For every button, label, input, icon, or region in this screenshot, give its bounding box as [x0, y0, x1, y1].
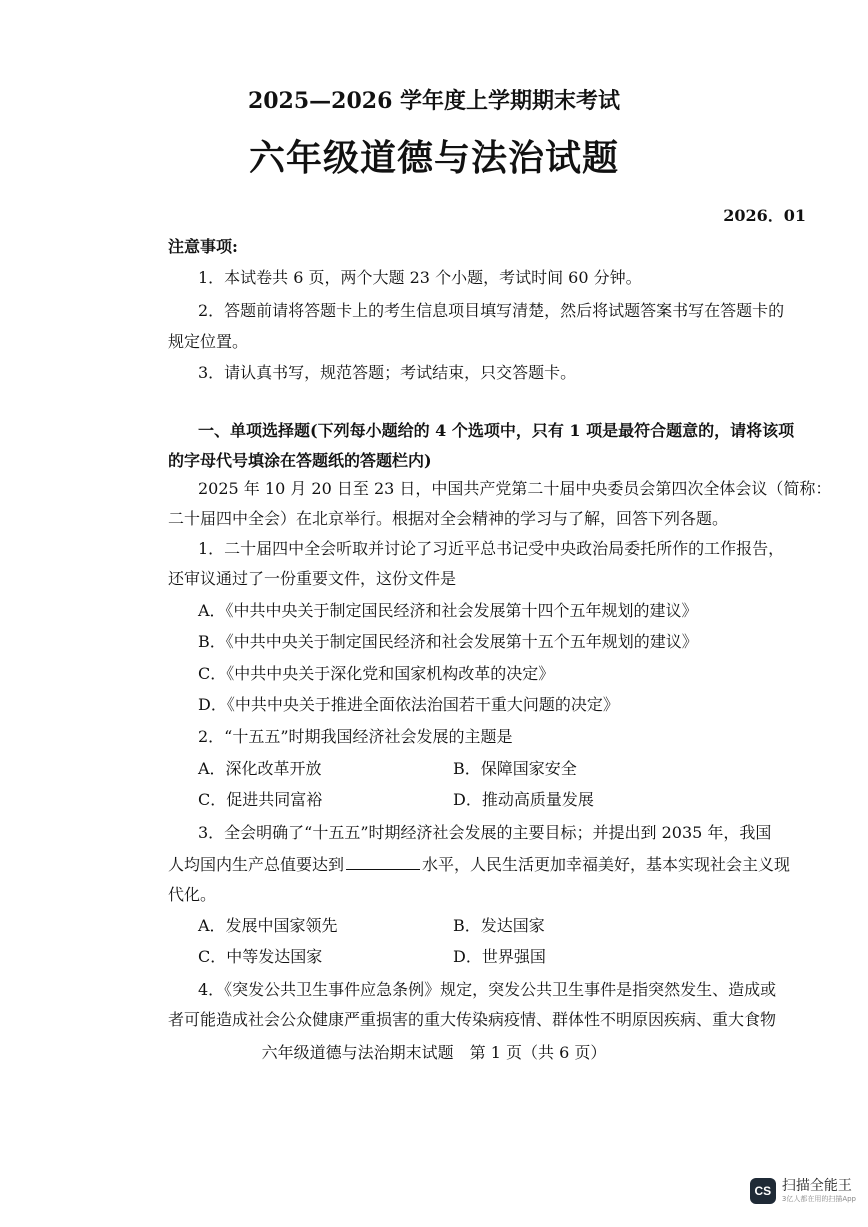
notes-item: 3．请认真书写，规范答题；考试结束，只交答题卡。 — [198, 363, 577, 382]
exam-title: 2025—2026 学年度上学期期末考试 — [247, 88, 621, 114]
section-heading: 的字母代号填涂在答题纸的答题栏内) — [168, 451, 432, 470]
option-d: D．世界强国 — [453, 947, 546, 966]
option-b: B．《中共中央关于制定国民经济和社会发展第十五个五年规划的建议》 — [198, 632, 698, 651]
watermark-name: 扫描全能王 — [781, 1178, 852, 1194]
watermark-text — [782, 1178, 856, 1204]
question-stem-part: 水平，人民生活更加幸福美好，基本实现社会主义现 — [422, 855, 791, 874]
question-stem-part: 人均国内生产总值要达到 — [168, 855, 345, 874]
option-a: A．深化改革开放 — [198, 759, 322, 778]
option-b: B．发达国家 — [453, 916, 545, 935]
notes-item: 1．本试卷共 6 页，两个大题 23 个小题，考试时间 60 分钟。 — [198, 268, 642, 287]
question-stem: 1．二十届四中全会听取并讨论了习近平总书记受中央政治局委托所作的工作报告， — [198, 539, 785, 558]
question-stem: 4．《突发公共卫生事件应急条例》规定，突发公共卫生事件是指突然发生、造成或 — [198, 980, 777, 999]
page-footer: 六年级道德与法治期末试题 第 1 页（共 6 页） — [261, 1043, 607, 1062]
question-stem: 2．“十五五”时期我国经济社会发展的主题是 — [198, 727, 513, 746]
option-c: C．促进共同富裕 — [198, 790, 323, 809]
section-heading: 一、单项选择题(下列每小题给的 4 个选项中，只有 1 项是最符合题意的，请将该项 — [198, 421, 795, 440]
notes-item: 规定位置。 — [168, 332, 249, 351]
notes-item: 2．答题前请将答题卡上的考生信息项目填写清楚，然后将试题答案书写在答题卡的 — [198, 301, 785, 320]
option-c: C．中等发达国家 — [198, 947, 323, 966]
option-a: A．发展中国家领先 — [198, 916, 338, 935]
option-d: D．《中共中央关于推进全面依法治国若干重大问题的决定》 — [198, 695, 619, 714]
option-b: B．保障国家安全 — [453, 759, 577, 778]
notes-heading: 注意事项: — [168, 237, 238, 256]
question-stem: 还审议通过了一份重要文件，这份文件是 — [168, 569, 457, 588]
question-stem — [168, 853, 790, 876]
section-intro: 二十届四中全会）在北京举行。根据对全会精神的学习与了解，回答下列各题。 — [168, 509, 729, 528]
watermark-sub: 3亿人都在用的扫描App — [781, 1195, 856, 1203]
question-stem: 3．全会明确了“十五五”时期经济社会发展的主要目标；并提出到 2035 年，我国 — [198, 823, 772, 842]
answer-blank — [346, 853, 420, 870]
option-d: D．推动高质量发展 — [453, 790, 594, 809]
question-stem: 者可能造成社会公众健康严重损害的重大传染病疫情、群体性不明原因疾病、重大食物 — [168, 1010, 777, 1029]
camscanner-logo-icon: CS — [750, 1178, 776, 1204]
scanner-watermark — [750, 1178, 856, 1204]
subject-title: 六年级道德与法治试题 — [248, 137, 619, 179]
exam-date: 2026．01 — [723, 206, 806, 225]
section-intro: 2025 年 10 月 20 日至 23 日，中国共产党第二十届中央委员会第四次全体会议（简称： — [198, 479, 832, 498]
option-c: C．《中共中央关于深化党和国家机构改革的决定》 — [198, 664, 555, 683]
question-stem: 代化。 — [168, 885, 217, 904]
option-a: A．《中共中央关于制定国民经济和社会发展第十四个五年规划的建议》 — [198, 601, 698, 620]
